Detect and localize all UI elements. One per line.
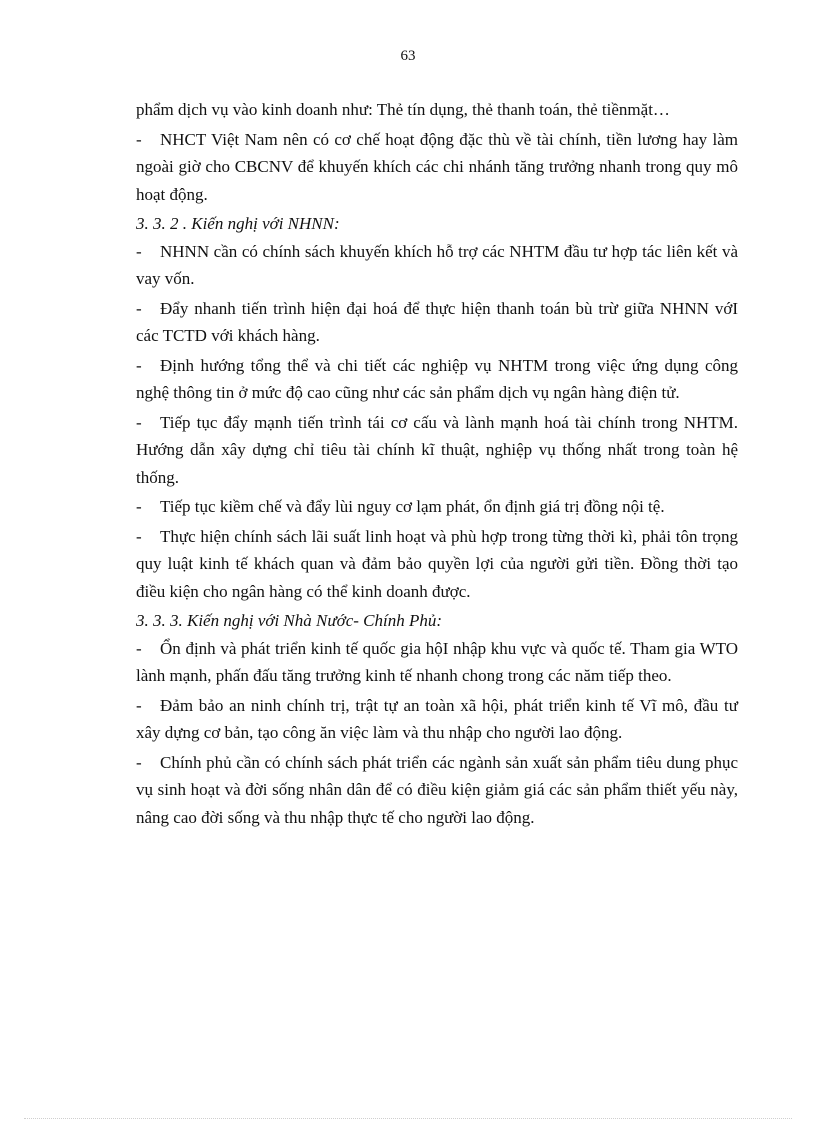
bullet-dash: -: [136, 129, 142, 149]
bullet-dash: -: [136, 695, 142, 715]
paragraph-text: NHNN cần có chính sách khuyến khích hỗ trợ các NHTM đầu tư hợp tác liên kết và vay vốn.: [136, 241, 738, 288]
page-number: 63: [400, 48, 416, 64]
bullet-paragraph: [136, 692, 738, 747]
paragraph-text: Ổn định và phát triển kinh tế quốc gia hộI nhập khu vực và quốc tế. Tham gia WTO lành mạnh, phấn đấu tăng trưởng kinh tế nhanh chong trong các năm tiếp theo.: [136, 638, 738, 685]
bullet-paragraph: [136, 635, 738, 690]
bullet-paragraph: [136, 493, 738, 521]
document-body: [136, 96, 738, 833]
bullet-dash: -: [136, 412, 142, 432]
paragraph-text: Thực hiện chính sách lãi suất linh hoạt và phù hợp trong từng thời kì, phải tôn trọng quy luật kinh tế khách quan và đảm bảo quyền lợi của người gửi tiền. Đồng thời tạo điều kiện cho ngân hàng có thể kinh doanh được.: [136, 526, 738, 601]
bullet-dash: -: [136, 526, 142, 546]
bullet-dash: -: [136, 298, 142, 318]
section-heading: 3. 3. 2 . Kiến nghị với NHNN:: [136, 214, 340, 233]
paragraph-text: Đẩy nhanh tiến trình hiện đại hoá để thực hiện thanh toán bù trừ giữa NHNN vớI các TCTD với khách hàng.: [136, 298, 738, 345]
bullet-paragraph: [136, 409, 738, 492]
bullet-paragraph: [136, 238, 738, 293]
section-heading: 3. 3. 3. Kiến nghị với Nhà Nước- Chính Phủ:: [136, 611, 443, 630]
paragraph-text: Đảm bảo an ninh chính trị, trật tự an toàn xã hội, phát triển kinh tế Vĩ mô, đầu tư xây dựng cơ bản, tạo công ăn việc làm và thu nhập cho người lao động.: [136, 695, 738, 742]
bullet-paragraph: [136, 523, 738, 606]
bullet-paragraph: [136, 295, 738, 350]
paragraph-text: phẩm dịch vụ vào kinh doanh như: Thẻ tín dụng, thẻ thanh toán, thẻ tiềnmặt…: [136, 100, 670, 119]
page-bottom-rule: [24, 1118, 792, 1119]
paragraph-text: Tiếp tục đẩy mạnh tiến trình tái cơ cấu và lành mạnh hoá tài chính trong NHTM. Hướng dẫn xây dựng chỉ tiêu tài chính kĩ thuật, nghiệp vụ thống nhất trong toàn hệ thống.: [136, 412, 738, 487]
paragraph-text: Định hướng tổng thể và chi tiết các nghiệp vụ NHTM trong việc ứng dụng công nghệ thông tin ở mức độ cao cũng như các sản phẩm dịch vụ ngân hàng điện tử.: [136, 355, 738, 402]
bullet-dash: -: [136, 355, 142, 375]
bullet-paragraph: [136, 126, 738, 209]
bullet-dash: -: [136, 241, 142, 261]
bullet-dash: -: [136, 638, 142, 658]
paragraph-text: Chính phủ cần có chính sách phát triển các ngành sản xuất sản phẩm tiêu dung phục vụ sinh hoạt và đời sống nhân dân để có điều kiện giảm giá các sản phẩm thiết yếu này, nâng cao đời sống và thu nhập thực tế cho người lao động.: [136, 752, 738, 827]
bullet-dash: -: [136, 752, 142, 772]
paragraph-text: Tiếp tục kiềm chế và đẩy lùi nguy cơ lạm phát, ổn định giá trị đồng nội tệ.: [160, 497, 665, 516]
paragraph-text: NHCT Việt Nam nên có cơ chế hoạt động đặc thù về tài chính, tiền lương hay làm ngoài giờ cho CBCNV để khuyến khích các chi nhánh tăng trưởng nhanh trong quy mô hoạt động.: [136, 129, 738, 204]
paragraph: [136, 96, 738, 124]
bullet-paragraph: [136, 352, 738, 407]
bullet-paragraph: [136, 749, 738, 832]
bullet-dash: -: [136, 497, 142, 516]
